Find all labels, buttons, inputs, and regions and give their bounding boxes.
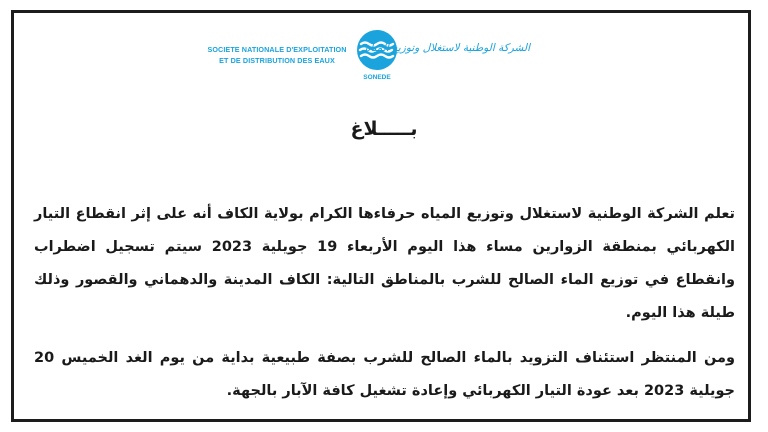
notice-body	[34, 198, 735, 408]
notice-title: بـــــلاغ	[350, 118, 418, 140]
letterhead	[0, 0, 768, 100]
org-name-french-line1: SOCIETE NATIONALE D'EXPLOITATION	[207, 45, 347, 54]
org-name-french-line2: ET DE DISTRIBUTION DES EAUX	[219, 56, 335, 65]
notice-paragraph-2: ومن المنتظر استئناف التزويد بالماء الصالح للشرب بصفة طبيعية بداية من يوم الغد الخميس 20 جويلية 2023 بعد عودة التيار الكهربائي وإعادة تشغيل كافة الآبار بالجهة.	[34, 350, 735, 399]
org-name-arabic: الشركة الوطنية لاستغلال وتوزيع المياه	[364, 42, 530, 54]
notice-paragraph-1: تعلم الشركة الوطنية لاستغلال وتوزيع المياه حرفاءها الكرام بولاية الكاف أنه على إثر انقطاع التيار الكهربائي بمنطقة الزوارين مساء هذا اليوم الأربعاء 19 جويلية 2023 سيتم تسجيل اضطراب وانقطاع في توزيع الماء الصالح للشرب بالمناطق التالية: الكاف المدينة والدهماني والقصور وذلك طيلة هذا اليوم.	[34, 206, 735, 321]
org-name-french	[202, 44, 352, 66]
logo-caption: SONEDE	[363, 74, 391, 81]
